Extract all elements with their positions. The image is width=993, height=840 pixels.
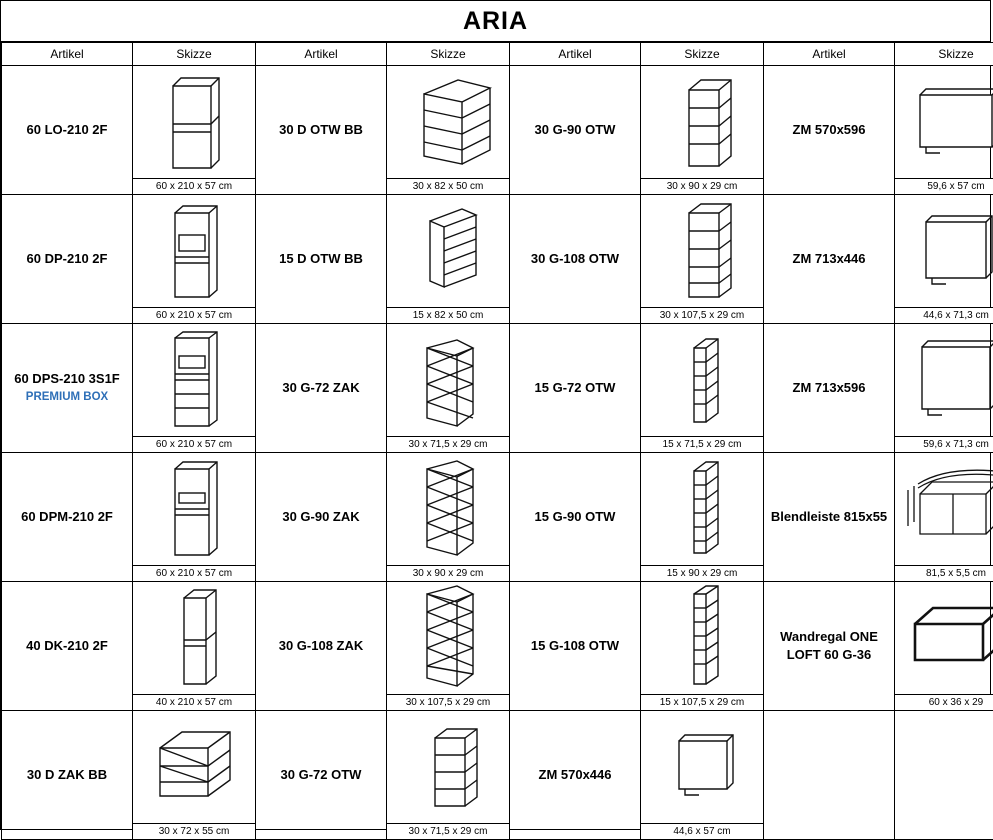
column-header-skizze-3: Skizze bbox=[641, 43, 764, 66]
empty-sketch-cell bbox=[895, 711, 993, 840]
dimension-label: 15 x 71,5 x 29 cm bbox=[641, 436, 763, 452]
premium-box-badge: PREMIUM BOX bbox=[2, 390, 132, 406]
column-header-artikel-4: Artikel bbox=[764, 43, 895, 66]
sketch-cell bbox=[641, 195, 764, 324]
article-label: 60 LO-210 2F bbox=[2, 66, 133, 195]
article-name: 60 DPS-210 3S1F bbox=[14, 371, 120, 386]
article-label: 30 D ZAK BB bbox=[2, 711, 133, 840]
sketch-cell bbox=[641, 711, 764, 840]
wall-rack-frame-icon bbox=[895, 582, 993, 694]
column-header-skizze-2: Skizze bbox=[387, 43, 510, 66]
wall-corner-shelf-icon bbox=[387, 324, 509, 436]
dimension-label: 44,6 x 71,3 cm bbox=[895, 307, 993, 323]
column-header-artikel-3: Artikel bbox=[510, 43, 641, 66]
tall-pantry-cabinet-icon bbox=[133, 582, 255, 694]
dimension-label: 30 x 107,5 x 29 cm bbox=[641, 307, 763, 323]
narrow-wall-open-shelf-icon bbox=[641, 324, 763, 436]
dimension-label: 44,6 x 57 cm bbox=[641, 823, 763, 839]
table-row bbox=[2, 711, 993, 840]
front-panel-icon bbox=[641, 711, 763, 823]
dimension-label: 30 x 71,5 x 29 cm bbox=[387, 823, 509, 839]
sketch-cell bbox=[387, 453, 510, 582]
sketch-cell bbox=[641, 324, 764, 453]
front-panel-icon bbox=[895, 324, 993, 436]
table-row bbox=[2, 66, 993, 195]
cornice-strip-icon bbox=[895, 453, 993, 565]
column-header-artikel-2: Artikel bbox=[256, 43, 387, 66]
article-label: 30 G-108 OTW bbox=[510, 195, 641, 324]
article-label: 30 G-90 ZAK bbox=[256, 453, 387, 582]
dimension-label: 15 x 90 x 29 cm bbox=[641, 565, 763, 581]
article-label: ZM 713x446 bbox=[764, 195, 895, 324]
cabinet-tall-two-door-icon bbox=[133, 66, 255, 178]
narrow-wall-open-shelf-extra-tall-icon bbox=[641, 582, 763, 694]
column-header-skizze-4: Skizze bbox=[895, 43, 993, 66]
table-row bbox=[2, 582, 993, 711]
empty-article-cell bbox=[764, 711, 895, 840]
article-label: Wandregal ONE LOFT 60 G-36 bbox=[764, 582, 895, 711]
table-row bbox=[2, 195, 993, 324]
article-label: 30 G-90 OTW bbox=[510, 66, 641, 195]
product-table bbox=[1, 42, 993, 840]
tall-oven-cabinet-icon bbox=[133, 195, 255, 307]
dimension-label: 60 x 210 x 57 cm bbox=[133, 178, 255, 194]
sketch-cell bbox=[387, 711, 510, 840]
dimension-label: 60 x 36 x 29 bbox=[895, 694, 993, 710]
table-header-row bbox=[2, 43, 993, 66]
article-label: 40 DK-210 2F bbox=[2, 582, 133, 711]
sketch-cell bbox=[133, 195, 256, 324]
article-label: 15 G-108 OTW bbox=[510, 582, 641, 711]
article-label: 30 G-72 OTW bbox=[256, 711, 387, 840]
dimension-label: 60 x 210 x 57 cm bbox=[133, 436, 255, 452]
table-row bbox=[2, 324, 993, 453]
narrow-base-open-shelf-icon bbox=[387, 195, 509, 307]
page-title: ARIA bbox=[463, 7, 528, 36]
sketch-cell bbox=[895, 582, 993, 711]
narrow-wall-open-shelf-tall-icon bbox=[641, 453, 763, 565]
sketch-cell bbox=[641, 582, 764, 711]
wall-open-shelf-tall-icon bbox=[641, 195, 763, 307]
dimension-label: 30 x 107,5 x 29 cm bbox=[387, 694, 509, 710]
wall-corner-shelf-extra-tall-icon bbox=[387, 582, 509, 694]
dimension-label: 60 x 210 x 57 cm bbox=[133, 565, 255, 581]
front-panel-icon bbox=[895, 66, 993, 178]
dimension-label: 15 x 107,5 x 29 cm bbox=[641, 694, 763, 710]
tall-cabinet-drawers-icon bbox=[133, 324, 255, 436]
dimension-label: 30 x 72 x 55 cm bbox=[133, 823, 255, 839]
front-panel-icon bbox=[895, 195, 993, 307]
sketch-cell bbox=[387, 324, 510, 453]
sketch-cell bbox=[133, 66, 256, 195]
dimension-label: 30 x 90 x 29 cm bbox=[387, 565, 509, 581]
article-label: 60 DPM-210 2F bbox=[2, 453, 133, 582]
article-label bbox=[2, 324, 133, 453]
sheet-title-bar bbox=[1, 1, 990, 42]
article-label: 60 DP-210 2F bbox=[2, 195, 133, 324]
dimension-label: 40 x 210 x 57 cm bbox=[133, 694, 255, 710]
article-label: 15 D OTW BB bbox=[256, 195, 387, 324]
sketch-cell bbox=[133, 324, 256, 453]
dimension-label: 59,6 x 57 cm bbox=[895, 178, 993, 194]
dimension-label: 81,5 x 5,5 cm bbox=[895, 565, 993, 581]
sketch-cell bbox=[387, 66, 510, 195]
table-row bbox=[2, 453, 993, 582]
dimension-label: 30 x 90 x 29 cm bbox=[641, 178, 763, 194]
sketch-cell bbox=[641, 453, 764, 582]
article-label: ZM 570x446 bbox=[510, 711, 641, 840]
dimension-label: 30 x 82 x 50 cm bbox=[387, 178, 509, 194]
base-corner-shelf-icon bbox=[133, 711, 255, 823]
sketch-cell bbox=[133, 711, 256, 840]
column-header-skizze-1: Skizze bbox=[133, 43, 256, 66]
sketch-cell bbox=[895, 195, 993, 324]
sketch-cell bbox=[133, 453, 256, 582]
article-label: ZM 570x596 bbox=[764, 66, 895, 195]
wall-open-shelf-short-icon bbox=[387, 711, 509, 823]
column-header-artikel-1: Artikel bbox=[2, 43, 133, 66]
sketch-cell bbox=[387, 195, 510, 324]
sketch-cell bbox=[895, 453, 993, 582]
article-label: ZM 713x596 bbox=[764, 324, 895, 453]
article-label: 30 D OTW BB bbox=[256, 66, 387, 195]
dimension-label: 60 x 210 x 57 cm bbox=[133, 307, 255, 323]
tall-microwave-cabinet-icon bbox=[133, 453, 255, 565]
article-label: 15 G-72 OTW bbox=[510, 324, 641, 453]
article-label: 30 G-72 ZAK bbox=[256, 324, 387, 453]
dimension-label: 15 x 82 x 50 cm bbox=[387, 307, 509, 323]
article-label: 30 G-108 ZAK bbox=[256, 582, 387, 711]
sketch-cell bbox=[641, 66, 764, 195]
wall-open-shelf-icon bbox=[641, 66, 763, 178]
dimension-label: 59,6 x 71,3 cm bbox=[895, 436, 993, 452]
sketch-cell bbox=[133, 582, 256, 711]
article-label: 15 G-90 OTW bbox=[510, 453, 641, 582]
sketch-cell bbox=[895, 324, 993, 453]
article-label: Blendleiste 815x55 bbox=[764, 453, 895, 582]
wall-corner-shelf-tall-icon bbox=[387, 453, 509, 565]
base-open-shelf-angled-icon bbox=[387, 66, 509, 178]
sketch-cell bbox=[387, 582, 510, 711]
sketch-cell bbox=[895, 66, 993, 195]
dimension-label: 30 x 71,5 x 29 cm bbox=[387, 436, 509, 452]
